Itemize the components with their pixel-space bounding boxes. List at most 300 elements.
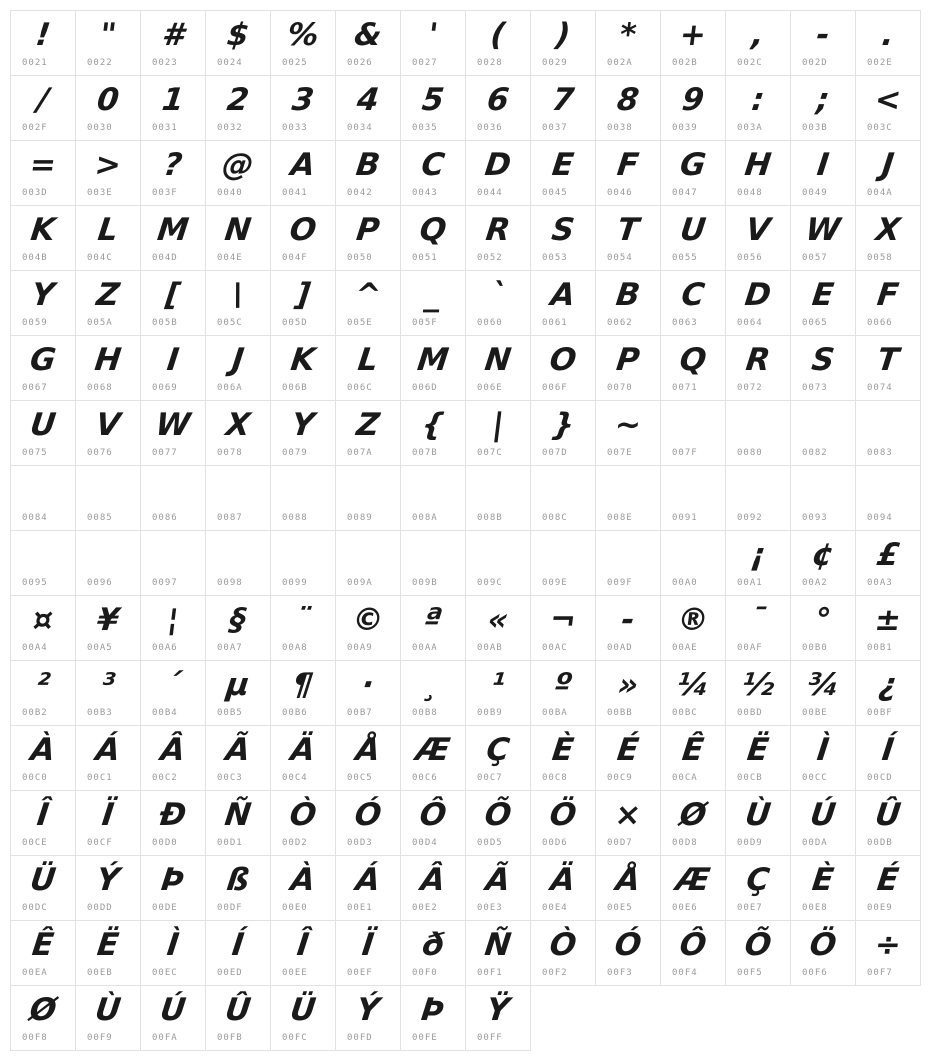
- glyph-cell[interactable]: [466, 336, 531, 401]
- glyph-code: 0036: [477, 123, 503, 133]
- glyph-code: 0042: [347, 188, 373, 198]
- glyph-cell[interactable]: [791, 726, 856, 791]
- glyph-cell[interactable]: [466, 921, 531, 986]
- glyph-cell[interactable]: [791, 141, 856, 206]
- glyph-cell[interactable]: [206, 596, 271, 661]
- glyph-cell[interactable]: [141, 76, 206, 141]
- glyph-code: 002E: [867, 58, 893, 68]
- glyph-cell[interactable]: [466, 791, 531, 856]
- glyph-cell[interactable]: [726, 141, 791, 206]
- glyph-cell[interactable]: [336, 531, 401, 596]
- glyph-cell[interactable]: [206, 466, 271, 531]
- glyph-cell[interactable]: [206, 661, 271, 726]
- glyph: Ý: [94, 861, 122, 898]
- glyph-cell[interactable]: [401, 336, 466, 401]
- glyph-cell[interactable]: [336, 206, 401, 271]
- glyph-cell[interactable]: [466, 661, 531, 726]
- glyph-cell[interactable]: [336, 336, 401, 401]
- glyph-cell[interactable]: [141, 791, 206, 856]
- glyph-code: 00C2: [152, 773, 178, 783]
- glyph-code: 0041: [282, 188, 308, 198]
- glyph-cell[interactable]: [141, 466, 206, 531]
- glyph-code: 006B: [282, 383, 308, 393]
- glyph-cell[interactable]: [141, 986, 206, 1051]
- glyph-code: 008C: [542, 513, 568, 523]
- glyph: Þ: [419, 991, 447, 1028]
- glyph-cell[interactable]: [856, 206, 921, 271]
- glyph-cell[interactable]: [466, 271, 531, 336]
- glyph-cell[interactable]: [271, 271, 336, 336]
- glyph-cell[interactable]: [726, 596, 791, 661]
- glyph-cell[interactable]: [401, 206, 466, 271]
- glyph-cell[interactable]: [466, 596, 531, 661]
- glyph-cell[interactable]: [76, 596, 141, 661]
- glyph-cell[interactable]: [661, 11, 726, 76]
- glyph-cell[interactable]: [401, 596, 466, 661]
- glyph-cell[interactable]: [856, 11, 921, 76]
- glyph-cell[interactable]: [596, 336, 661, 401]
- glyph-cell[interactable]: [76, 206, 141, 271]
- glyph-cell[interactable]: [11, 401, 76, 466]
- glyph-cell[interactable]: [466, 76, 531, 141]
- glyph-code: 002C: [737, 58, 763, 68]
- glyph-cell[interactable]: [791, 76, 856, 141]
- glyph-cell[interactable]: [856, 466, 921, 531]
- glyph-cell[interactable]: [466, 531, 531, 596]
- glyph-row: [11, 596, 921, 661]
- glyph-cell[interactable]: [76, 726, 141, 791]
- glyph-code: 00E8: [802, 903, 828, 913]
- glyph-cell[interactable]: [401, 271, 466, 336]
- glyph-code: 00CB: [737, 773, 763, 783]
- glyph-cell[interactable]: [271, 76, 336, 141]
- glyph-code: 0056: [737, 253, 763, 263]
- glyph-cell[interactable]: [726, 11, 791, 76]
- glyph-cell[interactable]: [661, 271, 726, 336]
- glyph-cell[interactable]: [726, 531, 791, 596]
- glyph-cell[interactable]: [401, 466, 466, 531]
- glyph-cell[interactable]: [791, 206, 856, 271]
- glyph-cell[interactable]: [531, 466, 596, 531]
- glyph: ¯: [748, 601, 769, 638]
- glyph-cell[interactable]: [596, 11, 661, 76]
- glyph-cell[interactable]: [401, 11, 466, 76]
- glyph-cell[interactable]: [141, 921, 206, 986]
- glyph: :: [749, 81, 767, 118]
- glyph: R: [483, 211, 513, 248]
- glyph: M: [415, 341, 451, 378]
- glyph: <: [872, 81, 904, 118]
- glyph-code: 00ED: [217, 968, 243, 978]
- glyph: ±: [872, 601, 904, 638]
- glyph-cell[interactable]: [76, 661, 141, 726]
- glyph-cell[interactable]: [661, 76, 726, 141]
- glyph-cell[interactable]: [336, 596, 401, 661]
- glyph-cell[interactable]: [791, 271, 856, 336]
- glyph-cell[interactable]: [271, 336, 336, 401]
- glyph-cell[interactable]: [531, 336, 596, 401]
- glyph-cell[interactable]: [856, 921, 921, 986]
- glyph-cell[interactable]: [76, 141, 141, 206]
- glyph-cell[interactable]: [661, 856, 726, 921]
- glyph-cell[interactable]: [726, 726, 791, 791]
- glyph-cell[interactable]: [466, 986, 531, 1051]
- glyph-code: 0045: [542, 188, 568, 198]
- glyph: ¶: [290, 666, 316, 703]
- glyph-cell[interactable]: [271, 596, 336, 661]
- glyph-cell[interactable]: [206, 531, 271, 596]
- glyph-cell[interactable]: [76, 856, 141, 921]
- glyph-cell[interactable]: [336, 856, 401, 921]
- glyph-code: 00B8: [412, 708, 438, 718]
- glyph-cell[interactable]: [466, 206, 531, 271]
- glyph-cell[interactable]: [206, 856, 271, 921]
- glyph-code: 0058: [867, 253, 893, 263]
- glyph-cell[interactable]: [271, 921, 336, 986]
- glyph-cell[interactable]: [11, 206, 76, 271]
- glyph: X: [223, 406, 253, 443]
- glyph-cell[interactable]: [726, 336, 791, 401]
- glyph-cell[interactable]: [661, 726, 726, 791]
- glyph-cell[interactable]: [271, 661, 336, 726]
- glyph-code: 00FB: [217, 1033, 243, 1043]
- glyph-cell[interactable]: [791, 401, 856, 466]
- glyph-cell[interactable]: [401, 141, 466, 206]
- glyph-cell[interactable]: [726, 466, 791, 531]
- glyph-cell[interactable]: [141, 271, 206, 336]
- glyph: È: [550, 731, 576, 768]
- glyph-cell[interactable]: [791, 921, 856, 986]
- glyph-cell[interactable]: [596, 726, 661, 791]
- character-map-grid: [10, 10, 921, 1051]
- glyph-cell[interactable]: [791, 791, 856, 856]
- glyph-cell[interactable]: [466, 141, 531, 206]
- glyph-cell[interactable]: [791, 466, 856, 531]
- glyph-code: 00BC: [672, 708, 698, 718]
- glyph-cell[interactable]: [206, 336, 271, 401]
- glyph-cell[interactable]: [271, 206, 336, 271]
- glyph-code: 0097: [152, 578, 178, 588]
- glyph-cell[interactable]: [466, 11, 531, 76]
- glyph-cell[interactable]: [856, 531, 921, 596]
- glyph-cell[interactable]: [661, 921, 726, 986]
- glyph-cell[interactable]: [206, 726, 271, 791]
- glyph-cell[interactable]: [596, 661, 661, 726]
- glyph-cell[interactable]: [11, 726, 76, 791]
- glyph-code: 00AB: [477, 643, 503, 653]
- glyph: Õ: [482, 796, 514, 833]
- glyph-cell[interactable]: [141, 661, 206, 726]
- glyph-code: 0027: [412, 58, 438, 68]
- glyph-code: 0099: [282, 578, 308, 588]
- glyph-cell[interactable]: [141, 856, 206, 921]
- glyph-cell[interactable]: [271, 791, 336, 856]
- glyph-cell[interactable]: [531, 141, 596, 206]
- glyph-code: 00D9: [737, 838, 763, 848]
- glyph-code: 0021: [22, 58, 48, 68]
- glyph-cell[interactable]: [531, 661, 596, 726]
- glyph-cell[interactable]: [466, 466, 531, 531]
- glyph-cell[interactable]: [271, 856, 336, 921]
- glyph-code: 0047: [672, 188, 698, 198]
- glyph-cell[interactable]: [661, 141, 726, 206]
- glyph-cell[interactable]: [401, 856, 466, 921]
- glyph-cell[interactable]: [596, 76, 661, 141]
- glyph-code: 0095: [22, 578, 48, 588]
- glyph-cell[interactable]: [596, 531, 661, 596]
- glyph-code: 0057: [802, 253, 828, 263]
- glyph: ß: [224, 861, 252, 898]
- glyph-cell[interactable]: [271, 466, 336, 531]
- glyph-cell[interactable]: [206, 986, 271, 1051]
- glyph-cell[interactable]: [856, 726, 921, 791]
- glyph-cell[interactable]: [11, 856, 76, 921]
- glyph-cell[interactable]: [531, 921, 596, 986]
- glyph-code: 00DE: [152, 903, 178, 913]
- glyph-cell[interactable]: [726, 206, 791, 271]
- glyph-cell[interactable]: [531, 726, 596, 791]
- glyph-cell[interactable]: [141, 531, 206, 596]
- glyph-cell[interactable]: [791, 531, 856, 596]
- glyph-cell[interactable]: [726, 271, 791, 336]
- glyph-cell[interactable]: [11, 11, 76, 76]
- glyph-code: 007A: [347, 448, 373, 458]
- glyph-cell[interactable]: [856, 141, 921, 206]
- glyph-cell[interactable]: [11, 76, 76, 141]
- glyph-cell[interactable]: [271, 726, 336, 791]
- glyph-code: 008B: [477, 513, 503, 523]
- glyph-cell[interactable]: [141, 141, 206, 206]
- glyph-cell[interactable]: [206, 76, 271, 141]
- glyph-cell[interactable]: [336, 726, 401, 791]
- glyph-cell[interactable]: [336, 921, 401, 986]
- glyph-cell[interactable]: [791, 336, 856, 401]
- glyph-cell[interactable]: [466, 401, 531, 466]
- glyph-cell[interactable]: [336, 76, 401, 141]
- glyph-cell[interactable]: [336, 11, 401, 76]
- glyph-cell[interactable]: [206, 791, 271, 856]
- glyph-code: 00AA: [412, 643, 438, 653]
- glyph-cell[interactable]: [661, 336, 726, 401]
- glyph-cell[interactable]: [661, 531, 726, 596]
- glyph: Ã: [483, 861, 513, 898]
- glyph-cell[interactable]: [401, 401, 466, 466]
- glyph-cell[interactable]: [271, 11, 336, 76]
- glyph-code: 00C4: [282, 773, 308, 783]
- glyph-cell[interactable]: [531, 856, 596, 921]
- glyph-cell[interactable]: [336, 661, 401, 726]
- glyph-cell[interactable]: [11, 596, 76, 661]
- glyph-code: 00F0: [412, 968, 438, 978]
- glyph-cell[interactable]: [206, 921, 271, 986]
- glyph-cell[interactable]: [206, 271, 271, 336]
- glyph: Ñ: [222, 796, 254, 833]
- glyph: D: [742, 276, 774, 313]
- glyph: Á: [353, 861, 383, 898]
- glyph-cell[interactable]: [11, 141, 76, 206]
- glyph-cell[interactable]: [11, 466, 76, 531]
- glyph-cell[interactable]: [726, 791, 791, 856]
- glyph-code: 00C5: [347, 773, 373, 783]
- glyph-cell[interactable]: [466, 726, 531, 791]
- glyph-cell[interactable]: [531, 11, 596, 76]
- glyph-cell[interactable]: [141, 401, 206, 466]
- glyph-cell[interactable]: [206, 206, 271, 271]
- glyph-cell[interactable]: [271, 141, 336, 206]
- glyph-cell[interactable]: [531, 531, 596, 596]
- glyph: Ú: [158, 991, 188, 1028]
- glyph-cell[interactable]: [726, 921, 791, 986]
- glyph-row: [11, 401, 921, 466]
- glyph-cell[interactable]: [11, 661, 76, 726]
- glyph-cell[interactable]: [336, 986, 401, 1051]
- glyph-cell[interactable]: [856, 661, 921, 726]
- glyph-code: 00A4: [22, 643, 48, 653]
- glyph-cell[interactable]: [596, 596, 661, 661]
- glyph-cell[interactable]: [336, 271, 401, 336]
- glyph-cell[interactable]: [141, 726, 206, 791]
- glyph-cell[interactable]: [531, 401, 596, 466]
- glyph-cell[interactable]: [596, 271, 661, 336]
- glyph-code: 002D: [802, 58, 828, 68]
- glyph-cell[interactable]: [466, 856, 531, 921]
- glyph-cell[interactable]: [596, 466, 661, 531]
- glyph: !: [33, 16, 53, 53]
- glyph-cell[interactable]: [596, 856, 661, 921]
- glyph-cell[interactable]: [336, 141, 401, 206]
- glyph-cell[interactable]: [401, 921, 466, 986]
- glyph: Ì: [165, 926, 182, 963]
- glyph-cell[interactable]: [76, 921, 141, 986]
- glyph-cell[interactable]: [531, 206, 596, 271]
- glyph-cell[interactable]: [76, 336, 141, 401]
- glyph-cell[interactable]: [11, 791, 76, 856]
- glyph: Z: [94, 276, 122, 313]
- glyph-cell[interactable]: [336, 401, 401, 466]
- glyph: Á: [93, 731, 123, 768]
- glyph-cell[interactable]: [401, 531, 466, 596]
- glyph-code: 00DD: [87, 903, 113, 913]
- glyph: G: [678, 146, 708, 183]
- glyph-cell[interactable]: [531, 76, 596, 141]
- glyph-cell[interactable]: [76, 791, 141, 856]
- glyph: Þ: [159, 861, 187, 898]
- glyph-cell[interactable]: [596, 921, 661, 986]
- glyph-cell[interactable]: [856, 401, 921, 466]
- glyph-cell[interactable]: [141, 596, 206, 661]
- glyph-cell[interactable]: [531, 271, 596, 336]
- glyph-cell[interactable]: [856, 791, 921, 856]
- glyph-cell[interactable]: [76, 11, 141, 76]
- glyph-code: 005D: [282, 318, 308, 328]
- glyph-cell[interactable]: [726, 856, 791, 921]
- glyph-cell[interactable]: [271, 401, 336, 466]
- glyph-cell[interactable]: [401, 791, 466, 856]
- glyph: Æ: [414, 731, 453, 768]
- glyph-code: 00A6: [152, 643, 178, 653]
- glyph-cell[interactable]: [336, 791, 401, 856]
- glyph-cell[interactable]: [661, 206, 726, 271]
- glyph-cell[interactable]: [76, 271, 141, 336]
- glyph-cell[interactable]: [76, 76, 141, 141]
- glyph-cell[interactable]: [661, 401, 726, 466]
- glyph-cell[interactable]: [661, 596, 726, 661]
- glyph-cell[interactable]: [791, 661, 856, 726]
- glyph-cell[interactable]: [856, 76, 921, 141]
- glyph-cell[interactable]: [726, 661, 791, 726]
- glyph-cell[interactable]: [596, 791, 661, 856]
- glyph: Í: [880, 731, 897, 768]
- glyph-cell[interactable]: [856, 336, 921, 401]
- glyph: ¡: [748, 536, 768, 573]
- glyph-cell[interactable]: [141, 11, 206, 76]
- glyph-cell[interactable]: [596, 401, 661, 466]
- glyph-code: 00CE: [22, 838, 48, 848]
- glyph-cell[interactable]: [206, 401, 271, 466]
- glyph: É: [875, 861, 901, 898]
- glyph-cell[interactable]: [11, 336, 76, 401]
- glyph: (: [488, 16, 508, 53]
- glyph-cell[interactable]: [11, 986, 76, 1051]
- glyph-cell[interactable]: [726, 76, 791, 141]
- glyph-cell[interactable]: [661, 466, 726, 531]
- glyph-code: 00E4: [542, 903, 568, 913]
- glyph-cell[interactable]: [76, 466, 141, 531]
- glyph-cell[interactable]: [401, 76, 466, 141]
- glyph: 8: [615, 81, 642, 118]
- glyph-cell[interactable]: [76, 401, 141, 466]
- glyph-cell[interactable]: [76, 986, 141, 1051]
- glyph-cell[interactable]: [401, 986, 466, 1051]
- glyph-cell[interactable]: [336, 466, 401, 531]
- glyph-cell[interactable]: [206, 11, 271, 76]
- glyph-code: 00A8: [282, 643, 308, 653]
- glyph-cell[interactable]: [856, 856, 921, 921]
- glyph-cell[interactable]: [206, 141, 271, 206]
- glyph: Ò: [547, 926, 579, 963]
- glyph-cell[interactable]: [596, 141, 661, 206]
- glyph-cell[interactable]: [791, 11, 856, 76]
- glyph-cell[interactable]: [76, 531, 141, 596]
- glyph-cell[interactable]: [11, 921, 76, 986]
- glyph-cell[interactable]: [791, 596, 856, 661]
- glyph-code: 009B: [412, 578, 438, 588]
- glyph-cell[interactable]: [531, 596, 596, 661]
- glyph: =: [27, 146, 59, 183]
- glyph-cell[interactable]: [11, 531, 76, 596]
- glyph-cell[interactable]: [661, 791, 726, 856]
- glyph-code: 00F8: [22, 1033, 48, 1043]
- glyph-cell[interactable]: [531, 791, 596, 856]
- glyph: Î: [35, 796, 52, 833]
- glyph-cell[interactable]: [141, 336, 206, 401]
- glyph-cell[interactable]: [596, 206, 661, 271]
- glyph-cell[interactable]: [401, 661, 466, 726]
- glyph: ?: [161, 146, 185, 183]
- glyph-cell[interactable]: [11, 271, 76, 336]
- glyph-cell[interactable]: [141, 206, 206, 271]
- glyph-cell[interactable]: [856, 271, 921, 336]
- glyph-cell[interactable]: [271, 531, 336, 596]
- glyph-cell[interactable]: [726, 401, 791, 466]
- glyph-cell[interactable]: [271, 986, 336, 1051]
- glyph: R: [743, 341, 773, 378]
- glyph-cell[interactable]: [401, 726, 466, 791]
- glyph-cell[interactable]: [791, 856, 856, 921]
- glyph-code: 009A: [347, 578, 373, 588]
- glyph-cell[interactable]: [661, 661, 726, 726]
- glyph-cell[interactable]: [856, 596, 921, 661]
